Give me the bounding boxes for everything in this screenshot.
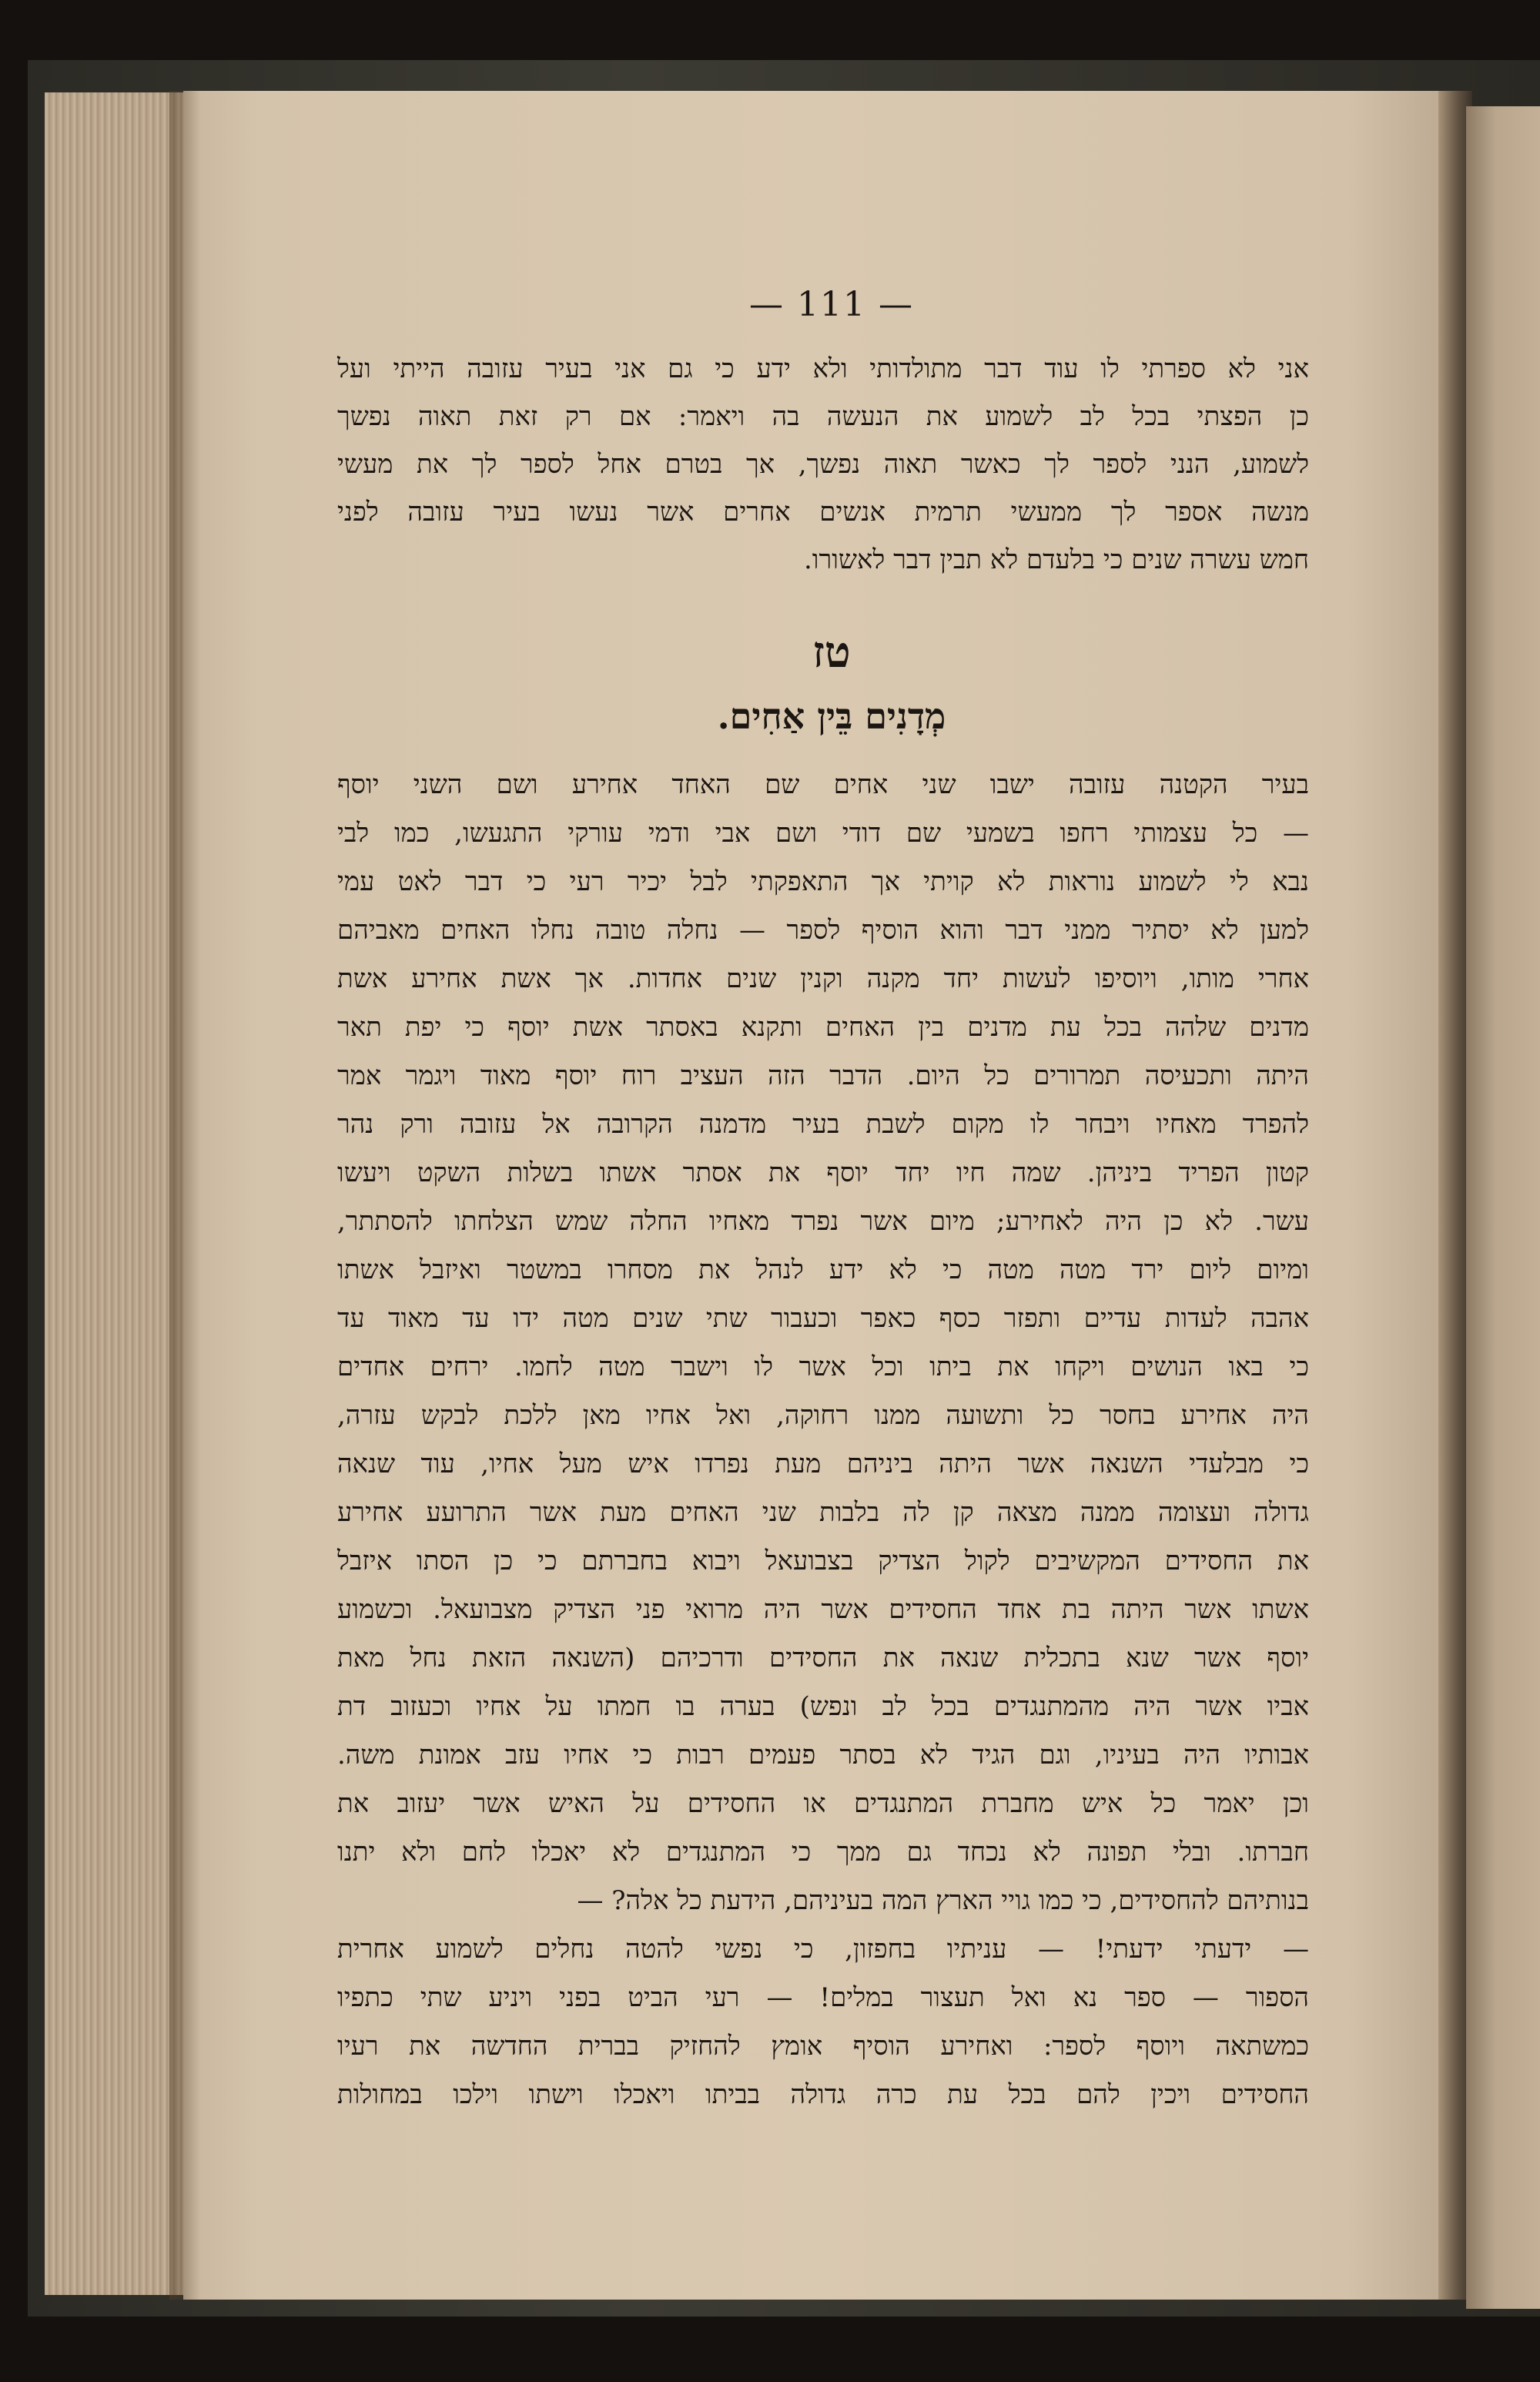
page-number: — 111 — [749, 285, 914, 324]
text-line: לשמוע, הנני לספר לך כאשר תאוה נפשך, אך בטרם אחל לספר לך את מעשי [337, 449, 1309, 480]
text-line: עשר. לא כן היה לאחירע; מיום אשר נפרד מאחיו החלה שמש הצלחתו להסתתר, [337, 1206, 1309, 1237]
chapter-title: מְדָנִים בֵּין אַחִים. [717, 695, 946, 737]
text-line: יוסף אשר שנא בתכלית שנאה את החסידים ודרכיהם (השנאה הזאת נחל מאת [337, 1643, 1309, 1673]
text-line: אחרי מותו, ויוסיפו לעשות יחד מקנה וקנין שנים אחדות. אך אשת אחירע אשת [337, 963, 1309, 994]
text-line: וכן יאמר כל איש מחברת המתנגדים או החסידים על האיש אשר יעזוב את [337, 1788, 1309, 1819]
text-line: כי באו הנושים ויקחו את ביתו וכל אשר לו וישבר מטה לחמו. ירחים אחדים [337, 1352, 1309, 1382]
text-line: אני לא ספרתי לו עוד דבר מתולדותי ולא ידע כי גם אני בעיר עזובה הייתי ועל [337, 353, 1309, 384]
text-line: אשתו אשר היתה בת אחד החסידים אשר היה מרואי פני הצדיק מצבועאל. וכשמוע [337, 1594, 1309, 1625]
page-edges [45, 92, 183, 2295]
text-line: מנשה אספר לך ממעשי תרמית אנשים אחרים אשר נעשו בעיר עזובה לפני [337, 497, 1309, 528]
next-page-edge [1466, 106, 1540, 2309]
chapter-number: טז [812, 627, 851, 678]
text-line: היתה ותכעיסה תמרורים כל היום. הדבר הזה העציב רוח יוסף מאוד ויגמר אמר [337, 1060, 1309, 1091]
text-line: חמש עשרה שנים כי בלעדם לא תבין דבר לאשורו. [803, 544, 1309, 575]
text-line: — ידעתי ידעתי! — עניתיו בחפזון, כי נפשי להטה נחלים לשמוע אחרית [337, 1934, 1309, 1965]
page-shadow [169, 91, 200, 2300]
text-line: למען לא יסתיר ממני דבר והוא הוסיף לספר — נחלה טובה נחלו האחים מאביהם [337, 915, 1309, 946]
text-line: אהבה לעדות עדיים ותפזר כסף כאפר וכעבור שתי שנים מטה ידו עד מאוד עד [337, 1303, 1309, 1334]
text-line: את החסידים המקשיבים לקול הצדיק בצבועאל ויבוא בחברתם כי כן הסתו איזבל [337, 1546, 1309, 1576]
text-line: ומיום ליום ירד מטה מטה כי לא ידע לנהל את מסחרו במשטר ואיזבל אשתו [337, 1255, 1309, 1285]
text-line: — כל עצמותי רחפו בשמעי שם דודי ושם אבי ודמי עורקי התגעשו, כמו לבי [337, 818, 1309, 849]
text-line: כן הפצתי בכל לב לשמוע את הנעשה בה ויאמר: אם רק זאת תאוה נפשך [337, 401, 1309, 432]
text-line: כי מבלעדי השנאה אשר היתה ביניהם מעת נפרדו איש מעל אחיו, עוד שנאה [337, 1449, 1309, 1479]
text-line: חברתו. ובלי תפונה לא נכחד גם ממך כי המתנגדים לא יאכלו לחם ולא יתנו [337, 1837, 1309, 1868]
text-line: מדנים שלהה בכל עת מדנים בין האחים ותקנא באסתר אשת יוסף כי יפת תאר [337, 1012, 1309, 1043]
text-line: בנותיהם להחסידים, כי כמו גויי הארץ המה בעיניהם, הידעת כל אלה? — [577, 1885, 1309, 1916]
text-line: להפרד מאחיו ויבחר לו מקום לשבת בעיר מדמנה הקרובה אל עזובה ורק נהר [337, 1109, 1309, 1140]
text-line: נבא לי לשמוע נוראות לא קויתי אך התאפקתי לבל יכיר רעי כי דבר לאט עמי [337, 866, 1309, 897]
text-line: בעיר הקטנה עזובה ישבו שני אחים שם האחד אחירע ושם השני יוסף [337, 769, 1309, 800]
text-line: אביו אשר היה מהמתנגדים בכל לב ונפש) בערה בו חמתו על אחיו וכעזוב דת [337, 1691, 1309, 1722]
text-line: החסידים ויכין להם בכל עת כרה גדולה בביתו ויאכלו וישתו וילכו במחולות [337, 2079, 1309, 2110]
text-line: קטון הפריד ביניהן. שמה חיו יחד יוסף את אסתר אשתו בשלות השקט ויעשו [337, 1157, 1309, 1188]
text-line: גדולה ועצומה ממנה מצאה קן לה בלבות שני האחים מעת אשר התרועע אחירע [337, 1497, 1309, 1528]
text-line: הספור — ספר נא ואל תעצור במלים! — רעי הביט בפני ויניע שתי כתפיו [337, 1982, 1309, 2013]
text-line: היה אחירע בחסר כל ותשועה ממנו רחוקה, ואל אחיו מאן ללכת לבקש עזרה, [337, 1400, 1309, 1431]
text-line: אבותיו היה בעיניו, וגם הגיד לא בסתר פעמים רבות כי אחיו עזב אמונת משה. [337, 1740, 1309, 1771]
text-line: כמשתאה ויוסף לספר: ואחירע הוסיף אומץ להחזיק בברית החדשה את רעיו [337, 2031, 1309, 2062]
